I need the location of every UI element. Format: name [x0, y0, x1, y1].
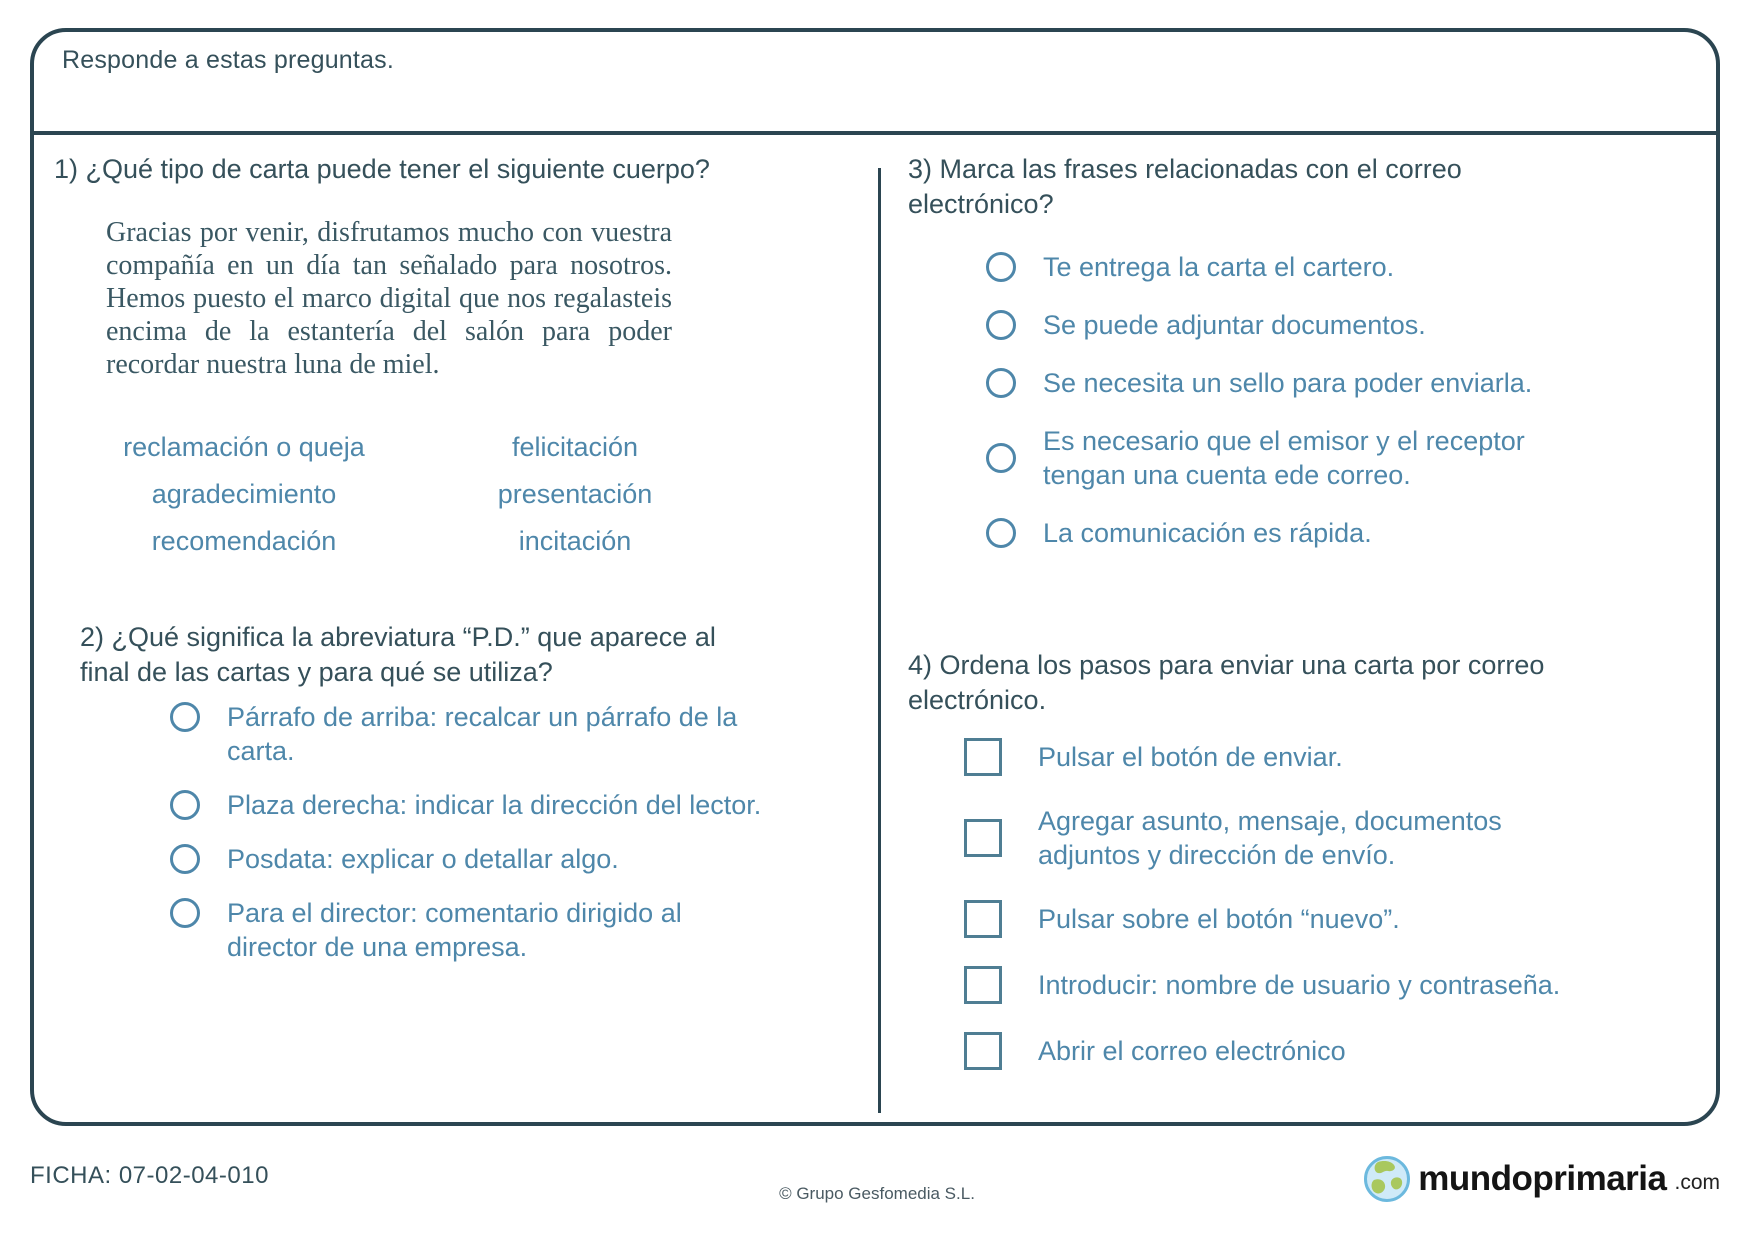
order-checkbox[interactable]	[964, 900, 1002, 938]
radio-button[interactable]	[170, 790, 200, 820]
answer-option	[986, 424, 1603, 492]
step-label: Pulsar sobre el botón “nuevo”.	[1038, 904, 1400, 934]
question-2-options	[170, 700, 775, 984]
answer-option	[170, 896, 775, 964]
brand-logo	[1364, 1156, 1720, 1202]
step-label: Agregar asunto, mensaje, documentos adjuntos y dirección de envío.	[1038, 806, 1502, 870]
radio-button[interactable]	[170, 898, 200, 928]
ordering-step	[964, 804, 1560, 872]
answer-option	[986, 308, 1603, 342]
radio-button[interactable]	[986, 368, 1016, 398]
radio-button[interactable]	[986, 443, 1016, 473]
question-4-heading: 4) Ordena los pasos para enviar una carta por correo electrónico.	[908, 650, 1545, 715]
ficha-code: FICHA: 07-02-04-010	[30, 1162, 269, 1189]
order-checkbox[interactable]	[964, 819, 1002, 857]
question-4-steps	[964, 738, 1560, 1098]
order-checkbox[interactable]	[964, 738, 1002, 776]
question-1-word-choices	[74, 430, 700, 558]
option-label: Se necesita un sello para poder enviarla.	[1043, 368, 1533, 398]
worksheet-frame	[30, 28, 1720, 1126]
answer-option	[986, 250, 1603, 284]
answer-option	[986, 366, 1603, 400]
word-choice[interactable]: reclamación o queja	[123, 432, 365, 462]
option-label: Te entrega la carta el cartero.	[1043, 252, 1395, 282]
step-label: Introducir: nombre de usuario y contraseña.	[1038, 970, 1561, 1000]
option-label: Párrafo de arriba: recalcar un párrafo de la carta.	[227, 702, 738, 766]
option-label: Se puede adjuntar documentos.	[1043, 310, 1426, 340]
word-choice[interactable]: agradecimiento	[151, 479, 337, 509]
answer-option	[170, 788, 775, 822]
option-label: Para el director: comentario dirigido al director de una empresa.	[227, 898, 682, 962]
radio-button[interactable]	[986, 518, 1016, 548]
question-3-options	[986, 250, 1603, 574]
header-divider	[34, 131, 1716, 135]
word-choice[interactable]: presentación	[497, 479, 653, 509]
answer-option	[986, 516, 1603, 550]
brand-domain-suffix: .com	[1674, 1171, 1720, 1194]
question-1-heading: 1) ¿Qué tipo de carta puede tener el siguiente cuerpo?	[54, 154, 710, 184]
word-choice[interactable]: recomendación	[151, 526, 337, 556]
radio-button[interactable]	[170, 702, 200, 732]
answer-option	[170, 842, 775, 876]
step-label: Abrir el correo electrónico	[1038, 1036, 1346, 1066]
order-checkbox[interactable]	[964, 1032, 1002, 1070]
ordering-step	[964, 1032, 1560, 1070]
question-2-heading: 2) ¿Qué significa la abreviatura “P.D.” que aparece al final de las cartas y para qué se utiliza?	[80, 622, 716, 687]
radio-button[interactable]	[170, 844, 200, 874]
instructions-text: Responde a estas preguntas.	[62, 46, 395, 74]
option-label: Posdata: explicar o detallar algo.	[227, 844, 619, 874]
answer-option	[170, 700, 775, 768]
globe-icon	[1364, 1156, 1410, 1202]
step-label: Pulsar el botón de enviar.	[1038, 742, 1343, 772]
radio-button[interactable]	[986, 252, 1016, 282]
copyright-text: © Grupo Gesfomedia S.L.	[779, 1184, 975, 1203]
option-label: Es necesario que el emisor y el receptor tengan una cuenta ede correo.	[1043, 426, 1525, 490]
column-divider	[878, 168, 881, 1113]
order-checkbox[interactable]	[964, 966, 1002, 1004]
ordering-step	[964, 900, 1560, 938]
question-1-letter-body: Gracias por venir, disfrutamos mucho con vuestra compañía en un día tan señalado para nosotros. Hemos puesto el marco digital que nos regalasteis encima de la estantería del salón para poder recordar nuestra luna de miel.	[106, 217, 672, 380]
brand-name: mundoprimaria	[1418, 1159, 1667, 1198]
word-choice[interactable]: felicitación	[511, 432, 639, 462]
option-label: Plaza derecha: indicar la dirección del lector.	[227, 790, 762, 820]
question-3-heading: 3) Marca las frases relacionadas con el correo electrónico?	[908, 154, 1462, 219]
radio-button[interactable]	[986, 310, 1016, 340]
word-choice[interactable]: incitación	[518, 526, 632, 556]
ordering-step	[964, 966, 1560, 1004]
ordering-step	[964, 738, 1560, 776]
option-label: La comunicación es rápida.	[1043, 518, 1372, 548]
